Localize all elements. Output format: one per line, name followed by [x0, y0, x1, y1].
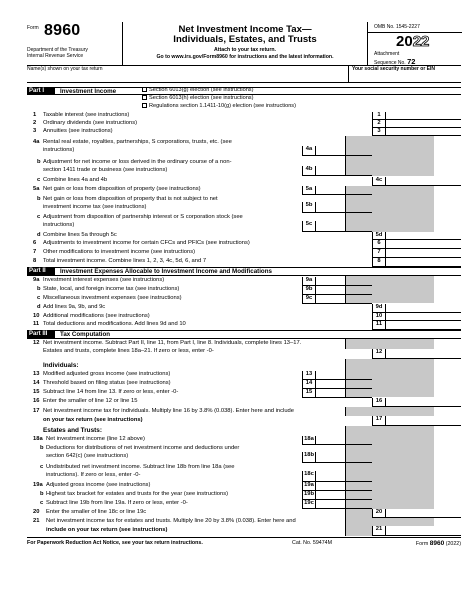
line-box-number: 4b [302, 166, 316, 176]
line-number: 11 [33, 321, 40, 327]
line-box-number: 7 [372, 249, 386, 258]
line-box-number: 13 [302, 371, 316, 380]
line-label: Annuities (see instructions) [43, 128, 113, 134]
line-label: Net investment income tax for estates and trusts. Multiply line 20 by 3.8% (0.038). Enter here and [46, 518, 296, 524]
amount-field[interactable] [386, 128, 461, 136]
line-number: c [37, 177, 41, 183]
line-number: 7 [33, 249, 37, 255]
line-8 [27, 258, 461, 267]
line-label: Add lines 9a, 9b, and 9c [43, 304, 106, 310]
line-box-number: 10 [372, 313, 386, 321]
omb-block [367, 22, 461, 66]
election-1411-10g[interactable] [142, 103, 296, 109]
amount-field[interactable] [386, 416, 461, 426]
line-9b [27, 286, 461, 295]
line-box-number: 19b [302, 491, 316, 500]
line-number: b [37, 159, 41, 165]
line-label: Combine lines 5a through 5c [43, 232, 117, 238]
line-number: 20 [33, 509, 40, 515]
amount-field[interactable] [316, 500, 372, 509]
election-label: Regulations section 1.1411-10(g) election (see instructions) [149, 103, 296, 109]
amount-field[interactable] [386, 398, 461, 407]
line-box-number: 20 [372, 509, 386, 518]
catalog-number: Cat. No. 59474M [292, 540, 333, 546]
amount-field[interactable] [386, 349, 461, 359]
line-box-number: 4a [302, 146, 316, 156]
line-label-cont: instructions) [43, 222, 75, 228]
line-box-number: 9a [302, 277, 316, 286]
election-6013g[interactable] [142, 87, 253, 93]
service: Internal Revenue Service [27, 53, 84, 59]
amount-field[interactable] [386, 177, 461, 186]
line-box-number: 4c [372, 177, 386, 186]
line-box-number: 5d [372, 232, 386, 240]
sequence-block [374, 52, 415, 67]
line-1 [27, 112, 461, 120]
line-number: 10 [33, 313, 40, 319]
line-12 [27, 340, 461, 359]
line-3 [27, 128, 461, 136]
line-label: Highest tax bracket for estates and trusts for the year (see instructions) [46, 491, 229, 497]
line-number: c [37, 214, 41, 220]
line-box-number: 5c [302, 221, 316, 232]
line-9c [27, 295, 461, 304]
line-4a [27, 137, 461, 159]
line-box-number: 8 [372, 258, 386, 267]
line-label: Adjustment for net income or loss derived in the ordinary course of a non- [43, 159, 232, 165]
part2-title: Investment Expenses Allocable to Investment Income and Modifications [60, 268, 272, 275]
amount-field[interactable] [316, 436, 372, 445]
amount-field[interactable] [316, 380, 372, 389]
part1-label: Part I [27, 88, 55, 95]
line-label-cont: on your tax return (see instructions) [43, 417, 143, 423]
attach-instructions [123, 47, 367, 61]
line-13 [27, 371, 461, 380]
checkbox-icon[interactable] [142, 103, 147, 108]
line-box-number: 18c [302, 471, 316, 482]
form-title [123, 25, 367, 46]
line-number: 21 [33, 518, 40, 524]
amount-field[interactable] [316, 146, 372, 156]
line-box-number: 1 [372, 112, 386, 120]
line-label: Modified adjusted gross income (see instructions) [43, 371, 171, 377]
part2-label: Part II [27, 268, 55, 276]
line-18a [27, 436, 461, 445]
line-box-number: 5a [302, 186, 316, 195]
amount-field[interactable] [316, 295, 372, 304]
line-label: Adjustments to investment income for certain CFCs and PFICs (see instructions) [43, 240, 250, 246]
line-label: Enter the smaller of line 12 or line 15 [43, 398, 138, 404]
line-label: Additional modifications (see instructions) [43, 313, 150, 319]
line-number: 17 [33, 408, 40, 414]
department: Department of the Treasury [27, 47, 88, 53]
line-label: Deductions for distributions of net investment income and deductions under [46, 445, 240, 451]
line-21 [27, 518, 461, 536]
line-label-cont: Estates and trusts, complete lines 18a–21. If zero or less, enter -0- [43, 348, 214, 354]
line-label: Enter the smaller of line 18c or line 19c [46, 509, 147, 515]
line-number: 1 [33, 112, 37, 118]
line-box-number: 9d [372, 304, 386, 313]
line-9d [27, 304, 461, 313]
amount-field[interactable] [386, 509, 461, 518]
line-label: Total deductions and modifications. Add lines 9d and 10 [43, 321, 186, 327]
line-number: 13 [33, 371, 40, 377]
line-5b [27, 195, 461, 213]
section-heading: Estates and Trusts: [43, 427, 102, 434]
part3-label: Part III [27, 331, 55, 339]
line-2 [27, 120, 461, 128]
sequence-label: Sequence No. [374, 59, 406, 66]
line-box-number: 17 [372, 416, 386, 426]
line-number: c [40, 500, 44, 506]
amount-field[interactable] [316, 221, 372, 232]
amount-field[interactable] [386, 112, 461, 120]
line-label: Threshold based on filing status (see instructions) [43, 380, 171, 386]
amount-field[interactable] [386, 232, 461, 240]
amount-field[interactable] [316, 286, 372, 295]
line-label: Net investment income tax for individuals. Multiply line 16 by 3.8% (0.038). Enter here and include [43, 408, 295, 414]
line-number: 3 [33, 128, 37, 134]
tax-year [396, 33, 429, 50]
amount-field[interactable] [316, 491, 372, 500]
line-box-number: 12 [372, 349, 386, 359]
checkbox-icon[interactable] [142, 87, 147, 92]
name-field[interactable]: Name(s) shown on your tax return [27, 66, 103, 72]
amount-field[interactable] [316, 371, 372, 380]
line-number: b [40, 491, 44, 497]
line-box-number: 2 [372, 120, 386, 128]
election-label: Section 6013(h) election (see instructions) [149, 95, 254, 101]
line-label: Total investment income. Combine lines 1, 2, 3, 4c, 5d, 6, and 7 [43, 258, 207, 264]
line-label: State, local, and foreign income tax (see instructions) [43, 286, 180, 292]
name-row [27, 66, 461, 83]
line-17 [27, 408, 461, 426]
election-label: Section 6013(g) election (see instructions) [149, 87, 254, 93]
footer-year: (2022) [445, 541, 461, 547]
ssn-field[interactable]: Your social security number or EIN [348, 66, 461, 83]
line-box-number: 9c [302, 295, 316, 304]
line-number: 4a [33, 139, 40, 145]
footer-form-id [416, 540, 461, 547]
line-label: Rental real estate, royalties, partnerships, S corporations, trusts, etc. (see [43, 139, 232, 145]
footer-form-number: 8960 [429, 540, 445, 547]
part3-header [27, 330, 461, 339]
line-number: c [40, 464, 44, 470]
form-word: Form [27, 25, 39, 31]
line-6 [27, 240, 461, 249]
attachment-label: Attachment [374, 51, 400, 57]
line-number: c [37, 295, 41, 301]
line-5d [27, 232, 461, 240]
line-box-number: 21 [372, 526, 386, 536]
line-19a [27, 482, 461, 491]
form-number: 8960 [44, 22, 81, 39]
line-4c [27, 177, 461, 186]
paperwork-notice: For Paperwork Reduction Act Notice, see your tax return instructions. [27, 540, 203, 546]
amount-field[interactable] [316, 389, 372, 398]
section-heading: Individuals: [43, 362, 79, 369]
amount-field[interactable] [386, 249, 461, 258]
line-number: 14 [33, 380, 40, 386]
line-18c [27, 463, 461, 482]
line-15 [27, 389, 461, 398]
line-number: 18a [33, 436, 43, 442]
line-label-cont: include on your tax return (see instructions) [46, 527, 168, 533]
line-label: Net gain or loss from disposition of property that is not subject to net [43, 196, 218, 202]
line-box-number: 18b [302, 452, 316, 463]
line-label-cont: investment income tax (see instructions) [43, 204, 147, 210]
line-number: 12 [33, 340, 40, 346]
line-label: Net investment income. Subtract Part II, line 11, from Part I, line 8. Individuals, complete lines 13–17. [43, 340, 302, 346]
year-solid: 20 [396, 33, 413, 50]
line-box-number: 15 [302, 389, 316, 398]
omb-number: OMB No. 1545-2227 [368, 22, 462, 33]
line-16 [27, 398, 461, 407]
amount-field[interactable] [386, 526, 461, 536]
line-number: b [40, 445, 44, 451]
line-19c [27, 500, 461, 509]
line-number: d [37, 304, 41, 310]
amount-field[interactable] [386, 120, 461, 128]
line-18b [27, 445, 461, 463]
amount-field[interactable] [386, 304, 461, 313]
form-header [27, 22, 461, 66]
line-number: b [37, 286, 41, 292]
form-footer [27, 537, 461, 547]
line-5c [27, 213, 461, 232]
amount-field[interactable] [316, 277, 372, 286]
amount-field[interactable] [316, 186, 372, 195]
line-box-number: 18a [302, 436, 316, 445]
line-label-cont: section 642(c) (see instructions) [46, 453, 129, 459]
line-19b [27, 491, 461, 500]
line-label: Combine lines 4a and 4b [43, 177, 108, 183]
line-box-number: 6 [372, 240, 386, 249]
form-id-block [27, 22, 123, 66]
line-box-number: 14 [302, 380, 316, 389]
line-number: 6 [33, 240, 37, 246]
line-label: Adjustment from disposition of partnership interest or S corporation stock (see [43, 214, 243, 220]
line-14 [27, 380, 461, 389]
line-11 [27, 321, 461, 330]
line-label: Ordinary dividends (see instructions) [43, 120, 138, 126]
line-number: 9a [33, 277, 40, 283]
amount-field[interactable] [316, 471, 372, 482]
line-label-cont: instructions) [43, 147, 75, 153]
amount-field[interactable] [386, 240, 461, 249]
line-box-number: 16 [372, 398, 386, 407]
checkbox-icon[interactable] [142, 95, 147, 100]
line-number: d [37, 232, 41, 238]
line-box-number: 5b [302, 202, 316, 213]
amount-field[interactable] [386, 321, 461, 330]
line-label: Other modifications to investment income (see instructions) [43, 249, 196, 255]
line-number: 2 [33, 120, 37, 126]
department-block [27, 47, 88, 59]
part1-title: Investment Income [60, 88, 117, 95]
line-label: Taxable interest (see instructions) [43, 112, 130, 118]
part2-header [27, 267, 461, 276]
line-label: Miscellaneous investment expenses (see instructions) [43, 295, 182, 301]
amount-field[interactable] [316, 482, 372, 491]
line-box-number: 19a [302, 482, 316, 491]
line-label: Undistributed net investment income. Subtract line 18b from line 18a (see [46, 464, 235, 470]
election-6013h[interactable] [142, 95, 253, 101]
attach-text: Attach to your tax return. [214, 47, 276, 53]
line-9a [27, 277, 461, 286]
amount-field[interactable] [316, 202, 372, 213]
line-number: 19a [33, 482, 43, 488]
line-number: 15 [33, 389, 40, 395]
title-line-2: Individuals, Estates, and Trusts [173, 34, 317, 46]
line-4b [27, 159, 461, 177]
line-box-number: 11 [372, 321, 386, 330]
line-label: Subtract line 19b from line 19a. If zero or less, enter -0- [46, 500, 188, 506]
amount-field[interactable] [316, 166, 372, 176]
line-label-cont: section 1411 trade or business (see instructions) [43, 167, 168, 173]
amount-field[interactable] [386, 258, 461, 267]
line-number: 8 [33, 258, 37, 264]
line-7 [27, 249, 461, 258]
amount-field[interactable] [386, 313, 461, 321]
title-line-1: Net Investment Income Tax— [178, 24, 312, 35]
line-20 [27, 509, 461, 518]
part3-title: Tax Computation [60, 331, 111, 338]
goto-text: Go to www.irs.gov/Form8960 for instructions and the latest information. [156, 54, 334, 61]
line-box-number: 3 [372, 128, 386, 136]
line-label-cont: instructions). If zero or less, enter -0- [46, 472, 141, 478]
year-hollow: 22 [412, 33, 430, 50]
sequence-number: 72 [407, 56, 416, 66]
line-box-number: 9b [302, 286, 316, 295]
line-label: Net gain or loss from disposition of property (see instructions) [43, 186, 201, 192]
line-10 [27, 313, 461, 321]
line-label: Adjusted gross income (see instructions) [46, 482, 151, 488]
line-label: Subtract line 14 from line 13. If zero or less, enter -0- [43, 389, 179, 395]
line-box-number: 19c [302, 500, 316, 509]
line-number: 16 [33, 398, 40, 404]
line-label: Net investment income (line 12 above) [46, 436, 145, 442]
line-number: b [37, 196, 41, 202]
line-label: Investment interest expenses (see instructions) [43, 277, 165, 283]
footer-form-word: Form [415, 541, 429, 547]
amount-field[interactable] [316, 452, 372, 463]
line-5a [27, 186, 461, 195]
line-number: 5a [33, 186, 40, 192]
